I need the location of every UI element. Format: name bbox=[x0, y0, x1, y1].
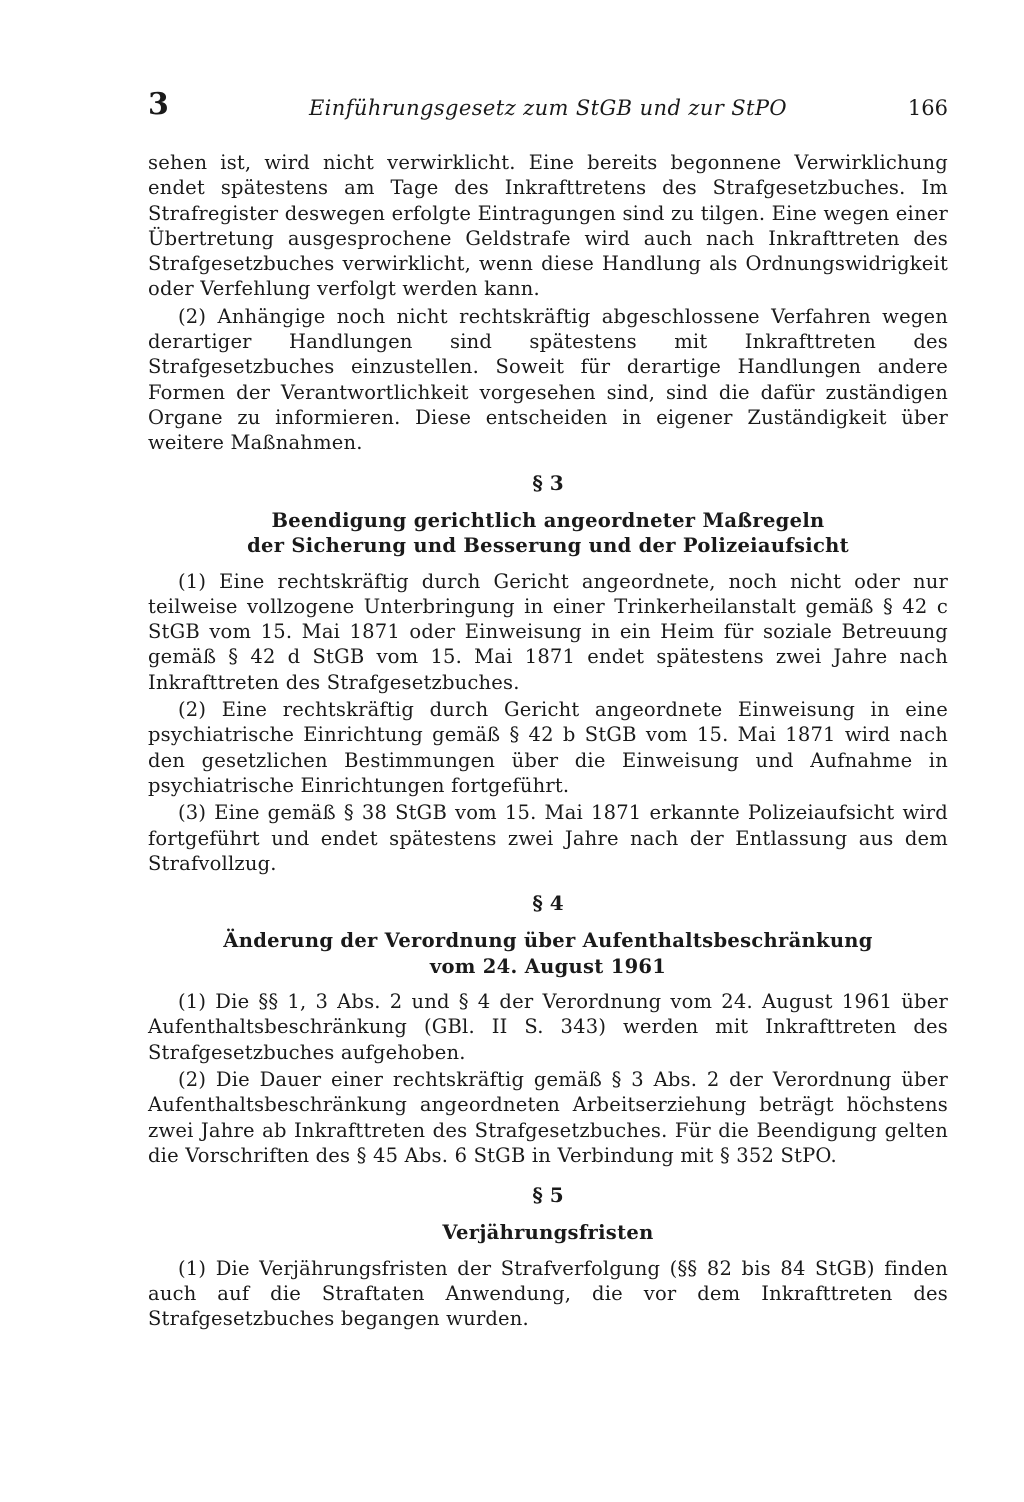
running-header bbox=[148, 87, 948, 130]
section-sign: § 5 bbox=[532, 1183, 564, 1208]
document-page bbox=[148, 87, 948, 1332]
chapter-number: 3 bbox=[148, 87, 169, 122]
section-sign: § 4 bbox=[532, 891, 564, 916]
section-heading bbox=[148, 928, 948, 979]
paragraph: (1) Die Verjährungsfristen der Strafverfolgung (§§ 82 bis 84 StGB) finden auch auf die Straftaten Anwendung, die vor dem Inkrafttreten des Strafgesetzbuches begangen wurden. bbox=[148, 1256, 948, 1331]
paragraph: (1) Eine rechtskräftig durch Gericht angeordnete, noch nicht oder nur teilweise vollzogene Unterbringung in einer Trinkerheilanstalt gemäß § 42 c StGB vom 15. Mai 1871 oder Einweisung in ein Heim für soziale Betreuung gemäß § 42 d StGB vom 15. Mai 1871 endet spätestens zwei Jahre nach Inkrafttreten des Strafgesetzbuches. bbox=[148, 569, 948, 694]
page-number: 166 bbox=[907, 96, 948, 120]
section-heading bbox=[148, 508, 948, 559]
section-heading-line: Verjährungsfristen bbox=[442, 1221, 654, 1245]
section-heading-line: vom 24. August 1961 bbox=[429, 954, 667, 978]
paragraph: (3) Eine gemäß § 38 StGB vom 15. Mai 1871 erkannte Polizeiaufsicht wird fortgeführt und endet spätestens zwei Jahre nach der Entlassung aus dem Strafvollzug. bbox=[148, 801, 948, 875]
section-heading-line: Beendigung gerichtlich angeordneter Maßregeln bbox=[271, 508, 825, 532]
paragraph: (2) Eine rechtskräftig durch Gericht angeordnete Einweisung in eine psychiatrische Einrichtung gemäß § 42 b StGB vom 15. Mai 1871 wird nach den gesetzlichen Bestimmungen über die Einweisung und Aufnahme in psychiatrische Einrichtungen fortgeführt. bbox=[148, 698, 948, 797]
paragraph: (2) Anhängige noch nicht rechtskräftig abgeschlossene Verfahren wegen derartiger Handlungen sind spätestens mit Inkrafttreten des Strafgesetzbuches einzustellen. Soweit für derartige Handlungen andere Formen der Verantwortlichkeit vorgesehen sind, sind die dafür zuständigen Organe zu informieren. Diese entscheiden in eigener Zuständigkeit über weitere Maßnahmen. bbox=[148, 304, 948, 455]
paragraph: (1) Die §§ 1, 3 Abs. 2 und § 4 der Verordnung vom 24. August 1961 über Aufenthaltsbeschränkung (GBl. II S. 343) werden mit Inkrafttreten des Strafgesetzbuches aufgehoben. bbox=[148, 990, 948, 1064]
continued-paragraph: sehen ist, wird nicht verwirklicht. Eine bereits begonnene Verwirklichung endet spätestens am Tage des Inkrafttretens des Strafgesetzbuches. Im Strafregister deswegen erfolgte Eintragungen sind zu tilgen. Eine wegen einer Übertretung ausgesprochene Geldstrafe wird auch nach Inkrafttreten des Strafgesetzbuches verwirklicht, wenn diese Handlung als Ordnungswidrigkeit oder Verfehlung verfolgt werden kann. bbox=[148, 151, 948, 301]
section-heading-line: Änderung der Verordnung über Aufenthaltsbeschränkung bbox=[223, 929, 873, 953]
paragraph: (2) Die Dauer einer rechtskräftig gemäß § 3 Abs. 2 der Verordnung über Aufenthaltsbeschränkung angeordneten Arbeitserziehung beträgt höchstens zwei Jahre ab Inkrafttreten des Strafgesetzbuches. Für die Beendigung gelten die Vorschriften des § 45 Abs. 6 StGB in Verbindung mit § 352 StPO. bbox=[148, 1068, 948, 1167]
section-heading-line: der Sicherung und Besserung und der Polizeiaufsicht bbox=[247, 534, 849, 558]
running-title: Einführungsgesetz zum StGB und zur StPO bbox=[308, 96, 788, 120]
section-sign: § 3 bbox=[532, 470, 564, 495]
section-heading bbox=[148, 1220, 948, 1246]
